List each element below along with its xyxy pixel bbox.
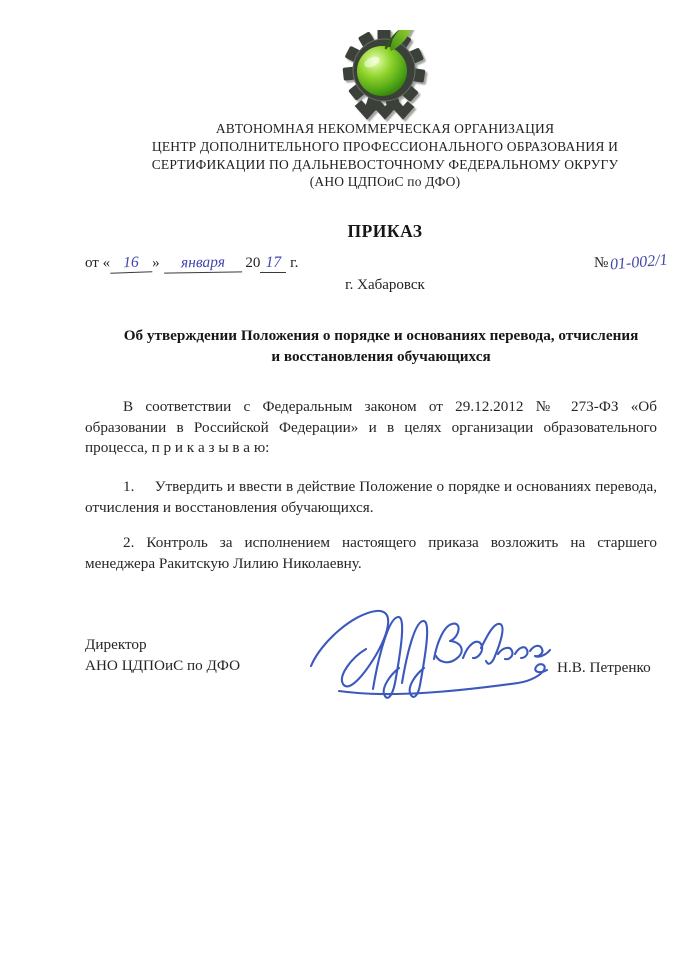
subject-heading bbox=[95, 325, 667, 367]
org-name-abbrev: (АНО ЦДПОиС по ДФО) bbox=[309, 174, 461, 190]
signer-position-line: АНО ЦДПОиС по ДФО bbox=[85, 657, 241, 674]
date-year-printed: 20 bbox=[245, 255, 261, 271]
org-name-line: СЕРТИФИКАЦИИ ПО ДАЛЬНЕВОСТОЧНОМУ ФЕДЕРАЛЬНОМУ ОКРУГУ bbox=[151, 156, 619, 172]
gear-apple-logo-icon bbox=[328, 30, 442, 124]
org-name-line: ЦЕНТР ДОПОЛНИТЕЛЬНОГО ПРОФЕССИОНАЛЬНОГО ОБРАЗОВАНИЯ И bbox=[151, 138, 619, 154]
document-title: ПРИКАЗ bbox=[347, 221, 423, 241]
order-item-2: 2. Контроль за исполнением настоящего приказа возложить на старшего менеджера Ракитскую Лилию Николаевну. bbox=[85, 534, 657, 572]
number-value-handwritten: 01-002/1 bbox=[609, 251, 669, 274]
signer-position-line: Директор bbox=[85, 636, 147, 653]
signer-position bbox=[85, 634, 240, 676]
date-close-quote: » bbox=[152, 255, 160, 271]
document-number bbox=[594, 251, 669, 274]
order-item-1: 1. Утвердить и ввести в действие Положение о порядке и основаниях перевода, отчисления и восстановления обучающихся. bbox=[85, 478, 657, 516]
intro-paragraph: В соответствии с Федеральным законом от 29.12.2012 № 273-ФЗ «Об образовании в Российской Федерации» и в целях организации образовательного процесса, п р и к а з ы в а ю: bbox=[85, 398, 657, 456]
org-name-line: АВТОНОМНАЯ НЕКОММЕРЧЕСКАЯ ОРГАНИЗАЦИЯ bbox=[215, 121, 555, 136]
org-name-block bbox=[92, 120, 678, 191]
date-line bbox=[85, 254, 298, 273]
date-prefix: от « bbox=[85, 255, 111, 271]
number-sign: № bbox=[594, 255, 609, 271]
signature-autograph bbox=[303, 596, 555, 704]
date-suffix: г. bbox=[290, 255, 299, 271]
subject-line: и восстановления обучающихся bbox=[271, 348, 491, 365]
date-year-handwritten: 17 bbox=[260, 254, 286, 273]
subject-line: Об утверждении Положения о порядке и основаниях перевода, отчисления bbox=[123, 327, 639, 344]
date-month-handwritten: января bbox=[163, 253, 241, 273]
city-line: г. Хабаровск bbox=[345, 277, 425, 293]
date-day-handwritten: 16 bbox=[110, 253, 153, 273]
signer-name: Н.В. Петренко bbox=[557, 659, 651, 676]
